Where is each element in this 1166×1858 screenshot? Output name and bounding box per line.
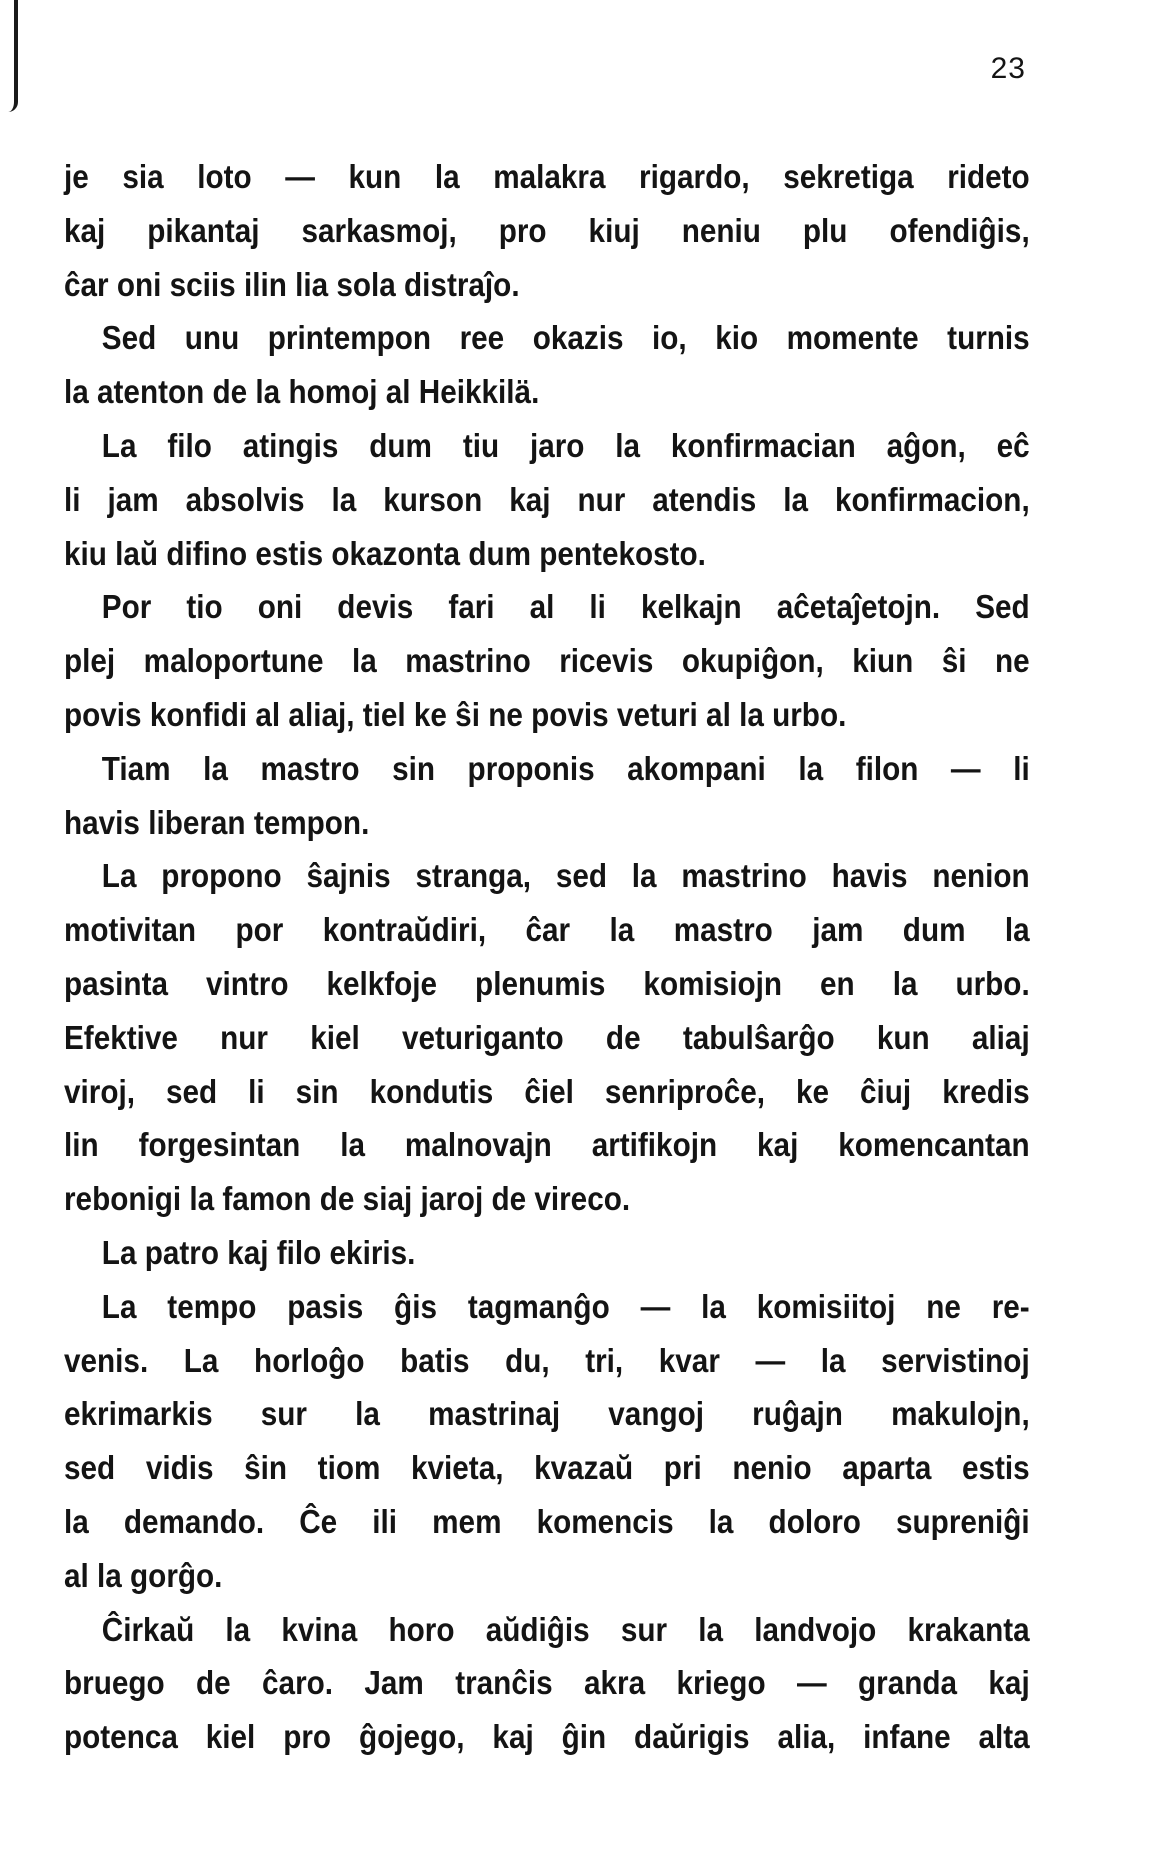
page-edge-mark — [0, 0, 18, 112]
text-line: pasinta vintro kelkfoje plenumis komisiojn en la urbo. — [64, 964, 1030, 1002]
text-line: La propono ŝajnis stranga, sed la mastrino havis nenion — [101, 857, 1030, 895]
text-line: Sed unu printempon ree okazis io, kio momente turnis — [101, 319, 1030, 357]
text-line: venis. La horloĝo batis du, tri, kvar — la servistinoj — [64, 1341, 1030, 1379]
text-line: potenca kiel pro ĝojego, kaj ĝin daŭrigis alia, infane alta — [64, 1718, 1030, 1756]
text-line: motivitan por kontraŭdiri, ĉar la mastro jam dum la — [64, 911, 1030, 949]
text-line: Ĉirkaŭ la kvina horo aŭdiĝis sur la landvojo krakanta — [101, 1610, 1030, 1648]
page-number: 23 — [990, 52, 1026, 85]
text-line: havis liberan tempon. — [64, 803, 370, 841]
text-line: la atenton de la homoj al Heikkilä. — [64, 373, 540, 411]
text-line: bruego de ĉaro. Jam tranĉis akra kriego — granda kaj — [64, 1664, 1030, 1702]
text-line: ĉar oni sciis ilin lia sola distraĵo. — [64, 265, 520, 303]
text-line: rebonigi la famon de siaj jaroj de vireco. — [64, 1180, 631, 1218]
text-line: ekrimarkis sur la mastrinaj vangoj ruĝajn makulojn, — [64, 1395, 1030, 1433]
text-line: al la gorĝo. — [64, 1556, 223, 1594]
text-line: kiu laŭ difino estis okazonta dum pentekosto. — [64, 534, 706, 572]
text-line: La tempo pasis ĝis tagmanĝo — la komisiitoj ne re- — [101, 1287, 1030, 1325]
text-line: povis konfidi al aliaj, tiel ke ŝi ne povis veturi al la urbo. — [64, 695, 847, 733]
text-line: Tiam la mastro sin proponis akompani la filon — li — [101, 749, 1030, 787]
text-line: sed vidis ŝin tiom kvieta, kvazaŭ pri nenio aparta estis — [64, 1449, 1030, 1487]
text-line: plej maloportune la mastrino ricevis okupiĝon, kiun ŝi ne — [64, 642, 1030, 680]
text-line: lin forgesintan la malnovajn artifikojn kaj komencantan — [64, 1126, 1030, 1164]
text-line: je sia loto — kun la malakra rigardo, sekretiga rideto — [64, 158, 1030, 195]
text-line: li jam absolvis la kurson kaj nur atendis la konfirmacion, — [64, 480, 1030, 518]
text-line: La filo atingis dum tiu jaro la konfirmacian aĝon, eĉ — [101, 426, 1030, 464]
text-line: kaj pikantaj sarkasmoj, pro kiuj neniu plu ofendiĝis, — [64, 211, 1030, 249]
body-text — [64, 150, 1030, 1764]
text-line: la demando. Ĉe ili mem komencis la doloro supreniĝi — [64, 1502, 1030, 1540]
text-line: viroj, sed li sin kondutis ĉiel senriproĉe, ke ĉiuj kredis — [64, 1072, 1030, 1110]
text-line: Efektive nur kiel veturiganto de tabulŝarĝo kun aliaj — [64, 1018, 1030, 1056]
text-line: Por tio oni devis fari al li kelkajn aĉetaĵetojn. Sed — [101, 588, 1030, 626]
text-line: La patro kaj filo ekiris. — [101, 1233, 416, 1271]
